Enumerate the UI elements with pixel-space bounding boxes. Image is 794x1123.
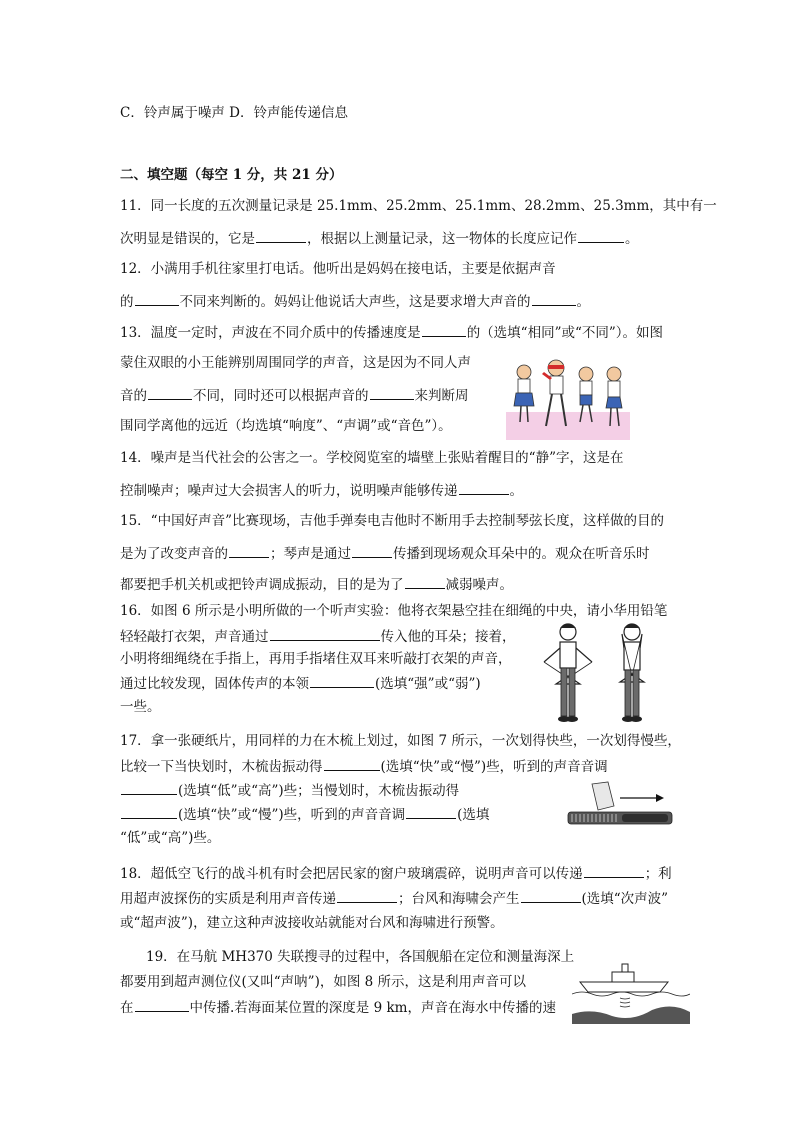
question-14-line-2 [120,481,523,500]
text: 轻轻敲打衣架，声音通过 [120,629,269,645]
comb-and-card-illustration [562,780,690,830]
question-16-line-4 [120,674,481,693]
text: 用超声波探伤的实质是利用声音传递 [120,891,336,907]
text: 传入他的耳朵；接着， [380,629,516,645]
text: 13．温度一定时，声波在不同介质中的传播速度是 [120,325,421,341]
answer-blank[interactable] [406,805,456,819]
answer-blank[interactable] [310,674,374,688]
question-18-line-1 [120,864,672,883]
answer-blank[interactable] [121,781,177,795]
hanger-listening-illustration [538,618,662,724]
question-13-line-4: 围同学离他的远近（均选填“响度”、“声调”或“音色”）。 [120,418,452,434]
answer-blank[interactable] [521,889,581,903]
text: (选填“快”或“慢”)些，听到的声音音调 [380,759,608,775]
question-11-line-2 [120,229,639,248]
answer-blank[interactable] [578,229,624,243]
text: (选填“快”或“慢”)些，听到的声音音调 [178,807,406,823]
answer-blank[interactable] [324,757,380,771]
question-18-line-2 [120,889,668,908]
question-16-line-5: 一些。 [120,699,161,715]
answer-blank[interactable] [229,544,269,558]
question-16-line-3: 小明将细绳绕在手指上，再用手指堵住双耳来听敲打衣架的声音， [120,651,512,667]
text: (选填“强”或“弱”) [375,676,481,692]
text: 比较一下当快划时，木梳齿振动得 [120,759,323,775]
answer-blank[interactable] [135,292,179,306]
text: 。 [576,294,590,310]
question-19-line-2: 都要用到超声测位仪(又叫“声呐”)，如图 8 所示，这是利用声音可以 [120,974,527,990]
question-16-line-1: 16．如图 6 所示是小明所做的一个听声实验：他将衣架悬空挂在细绳的中央，请小华用铅笔 [120,603,668,619]
answer-blank[interactable] [532,292,576,306]
text: 音的 [120,388,147,404]
text: 减弱噪声。 [445,577,513,593]
answer-blank[interactable] [121,805,177,819]
question-12-line-1: 12．小满用手机往家里打电话。他听出是妈妈在接电话，主要是依据声音 [120,261,556,277]
question-10-options: C．铃声属于噪声 D．铃声能传递信息 [120,105,348,121]
text: 。 [625,231,639,247]
answer-blank[interactable] [135,998,189,1012]
ship-sonar-illustration [572,958,690,1024]
text: 的（选填“相同”或“不同”）。如图 [466,325,664,341]
text: 都要把手机关机或把铃声调成振动，目的是为了 [120,577,404,593]
text: ；琴声是通过 [270,546,351,562]
answer-blank[interactable] [370,386,414,400]
text: 是为了改变声音的 [120,546,228,562]
answer-blank[interactable] [584,864,644,878]
text: 不同来判断的。妈妈让他说话大声些，这是要求增大声音的 [179,294,531,310]
question-17-line-3 [120,781,459,800]
text: 在 [120,1000,134,1016]
section-heading: 二、填空题（每空 1 分，共 21 分） [120,167,343,183]
question-17-line-5: “低”或“高”)些。 [120,830,221,846]
question-18-line-3: 或“超声波”)，建立这种声波接收站就能对台风和海啸进行预警。 [120,915,504,931]
text: 中传播.若海面某位置的深度是 9 km，声音在海水中传播的速 [189,1000,556,1016]
text: 次明显是错误的，它是 [120,231,255,247]
text: (选填“次声波” [581,891,669,907]
question-16-line-2 [120,627,516,646]
question-13-line-3 [120,386,469,405]
question-17-line-4 [120,805,489,824]
question-17-line-1: 17．拿一张硬纸片，用同样的力在木梳上划过，如图 7 所示，一次划得快些，一次划得慢些， [120,733,681,749]
text: 。 [509,483,523,499]
question-15-line-1: 15．“中国好声音”比赛现场，吉他手弹奏电吉他时不断用手去控制琴弦长度，这样做的目的 [120,513,664,529]
answer-blank[interactable] [352,544,392,558]
text: (选填“低”或“高”)些；当慢划时，木梳齿振动得 [178,783,460,799]
question-13-line-2: 蒙住双眼的小王能辨别周围同学的声音，这是因为不同人声 [120,355,471,371]
question-19-line-1: 19．在马航 MH370 失联搜寻的过程中，各国舰船在定位和测量海深上 [146,949,575,965]
text: (选填 [457,807,490,823]
text: 通过比较发现，固体传声的本领 [120,676,309,692]
text: 18．超低空飞行的战斗机有时会把居民家的窗户玻璃震碎，说明声音可以传递 [120,866,583,882]
text: ，根据以上测量记录，这一物体的长度应记作 [307,231,577,247]
answer-blank[interactable] [270,627,380,641]
text: 传播到现场观众耳朵中的。观众在听音乐时 [393,546,650,562]
question-13-line-1 [120,323,663,342]
text: 来判断周 [414,388,469,404]
question-11-line-1: 11．同一长度的五次测量记录是 25.1mm、25.2mm、25.1mm、28.2mm、25.3mm，其中有一 [120,198,717,214]
answer-blank[interactable] [405,575,445,589]
question-15-line-3 [120,575,513,594]
question-15-line-2 [120,544,650,563]
answer-blank[interactable] [256,229,306,243]
blindfold-game-illustration [506,352,630,440]
answer-blank[interactable] [337,889,397,903]
text: 不同，同时还可以根据声音的 [193,388,369,404]
question-14-line-1: 14．噪声是当代社会的公害之一。学校阅览室的墙壁上张贴着醒目的“静”字，这是在 [120,450,624,466]
answer-blank[interactable] [422,323,466,337]
text: ；台风和海啸会产生 [398,891,520,907]
text: ；利 [644,866,672,882]
question-12-line-2 [120,292,590,311]
text: 控制噪声；噪声过大会损害人的听力，说明噪声能够传递 [120,483,458,499]
question-19-line-3 [120,998,556,1017]
question-17-line-2 [120,757,608,776]
text: 的 [120,294,134,310]
answer-blank[interactable] [459,481,509,495]
answer-blank[interactable] [148,386,192,400]
